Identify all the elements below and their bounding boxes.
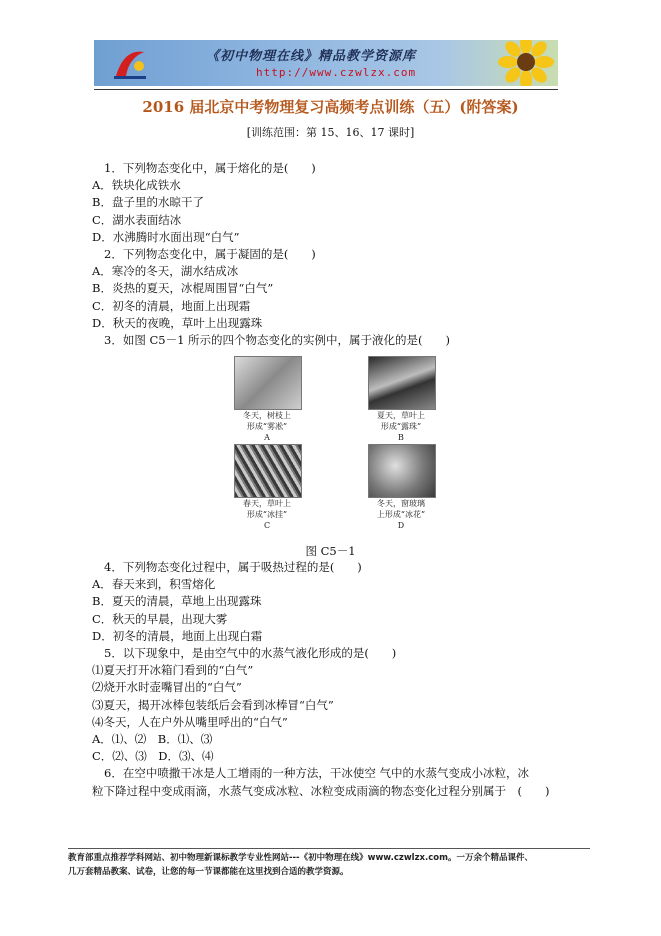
figure-c-caption: 春天，草叶上 形成“冰挂” C [243,499,291,530]
option-text: C．湖水表面结冰 [92,212,182,227]
logo-icon [112,46,148,80]
option-text: D．初冬的清晨，地面上出现白霜 [92,628,263,643]
question-text: 6．在空中喷撒干冰是人工增雨的一种方法，干冰使空 气中的水蒸气变成小冰粒，冰 [104,766,529,781]
figure-d-image [368,444,436,498]
option-text: B．盘子里的水晾干了 [92,195,204,210]
question-text: 1．下列物态变化中，属于熔化的是( ) [104,161,316,175]
banner-title: 《初中物理在线》精品教学资源库 [206,49,417,64]
option-text: ⑷冬天，人在户外从嘴里呼出的“白气” [92,714,288,729]
option-text: B．炎热的夏天，冰棍周围冒“白气” [92,281,274,296]
banner-url[interactable]: http://www.czwlzx.com [256,66,417,79]
figure-d-caption: 冬天，窗玻璃 上形成“冰花” D [376,499,426,530]
header-banner [94,40,558,86]
figure-c-image [234,444,302,498]
option-text: C．秋天的早晨，出现大雾 [92,611,228,626]
footer-line-2: 几万套精品教案、试卷，让您的每一节课都能在这里找到合适的教学资源。 [68,867,349,877]
option-text: 粒下降过程中变成雨滴，水蒸气变成冰粒、冰粒变成雨滴的物态变化过程分别属于 ( ) [92,783,550,798]
footer-line-1: 教育部重点推荐学科网站、初中物理新课标教学专业性网站---《初中物理在线》www.czwlzx.com。一万余个精品课件、 [68,853,533,863]
option-text: D．水沸腾时水面出现“白气” [92,229,240,244]
sunflower-icon [492,40,556,86]
figure-b-image [368,356,436,410]
option-text: C．⑵、⑶ D．⑶、⑷ [92,749,214,764]
figure-a-image [234,356,302,410]
footer-divider [68,848,590,849]
question-text: 3．如图 C5－1 所示的四个物态变化的实例中，属于液化的是( ) [104,333,451,347]
option-text: D．秋天的夜晚，草叶上出现露珠 [92,315,263,330]
footer [68,851,598,879]
question-text: 5．以下现象中，是由空气中的水蒸气液化形成的是( ) [104,646,397,660]
option-text: A．铁块化成铁水 [92,178,181,193]
option-text: ⑶夏天，揭开冰棒包装纸后会看到冰棒冒“白气” [92,697,334,712]
document-title: 2016 届北京中考物理复习高频考点训练（五）(附答案) [142,98,519,116]
question-text: 4．下列物态变化过程中，属于吸热过程的是( ) [104,560,362,574]
figure-b-caption: 夏天，草叶上 形成“露珠” B [377,411,425,442]
option-text: C．初冬的清晨，地面上出现霜 [92,298,251,313]
option-text: A．春天来到，积雪熔化 [92,577,216,592]
document-subtitle: [训练范围：第 15、16、17 课时] [246,126,415,139]
option-text: ⑵烧开水时壶嘴冒出的“白气” [92,680,242,695]
question-text: 2．下列物态变化中，属于凝固的是( ) [104,247,316,261]
option-text: B．夏天的清晨，草地上出现露珠 [92,594,262,609]
option-text: A．⑴、⑵ B．⑴、⑶ [92,732,213,746]
figure-label: 图 C5－1 [305,544,356,558]
header-divider [94,89,558,90]
option-text: A．寒冷的冬天，湖水结成冰 [92,264,239,279]
option-text: ⑴夏天打开冰箱门看到的“白气” [92,663,254,678]
figure-a-caption: 冬天，树枝上 形成“雾凇” A [243,411,291,442]
